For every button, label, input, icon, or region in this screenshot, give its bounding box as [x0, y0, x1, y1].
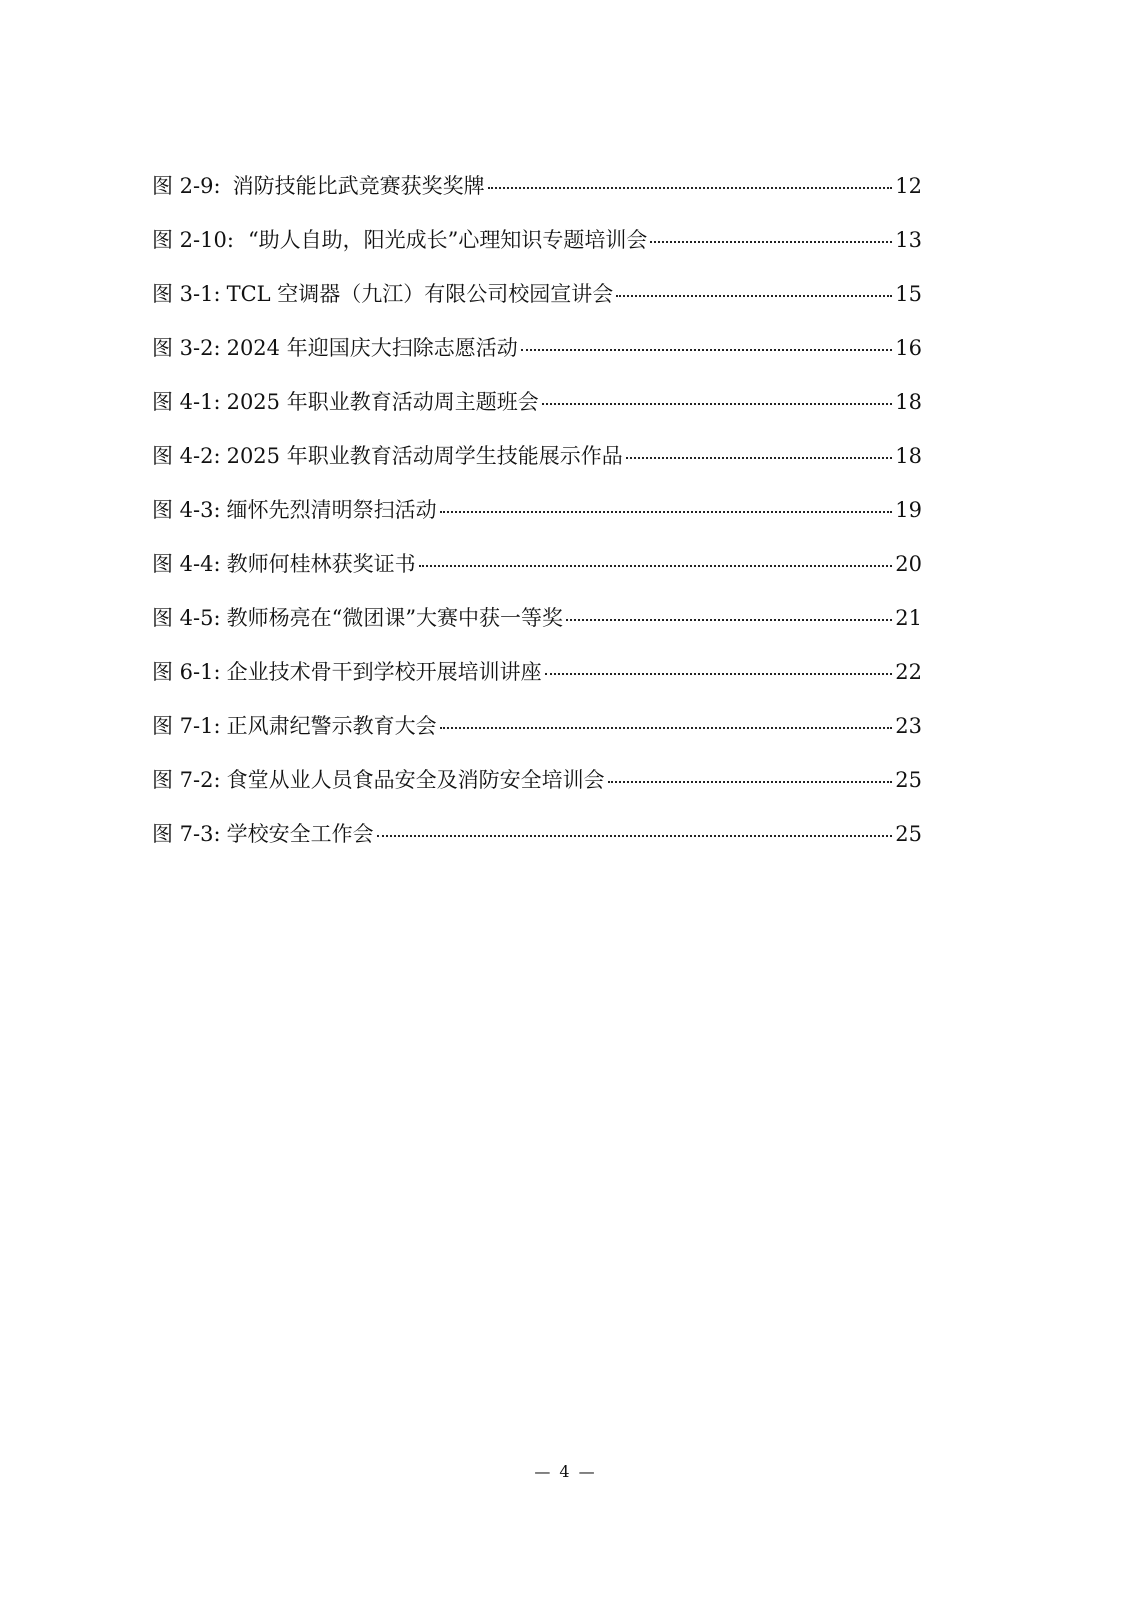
- figure-label: 图 3-1:: [152, 282, 221, 306]
- dot-leader: [542, 381, 893, 405]
- page-number: 19: [895, 498, 922, 522]
- figure-label: 图 2-10:: [152, 228, 234, 252]
- figure-label: 图 4-2:: [152, 444, 221, 468]
- figure-title: 2025 年职业教育活动周主题班会: [226, 390, 539, 414]
- page-number: 13: [895, 228, 922, 252]
- dot-leader: [440, 489, 893, 513]
- page-number: 18: [895, 390, 922, 414]
- dot-leader: [616, 273, 892, 297]
- figure-label: 图 7-3:: [152, 822, 221, 846]
- toc-entry[interactable]: [152, 436, 922, 490]
- toc-entry[interactable]: [152, 706, 922, 760]
- dot-leader: [440, 705, 893, 729]
- toc-entry[interactable]: [152, 328, 922, 382]
- figure-title: 学校安全工作会: [226, 822, 374, 846]
- figure-label: 图 4-5:: [152, 606, 221, 630]
- toc-entry[interactable]: [152, 652, 922, 706]
- toc-entry[interactable]: [152, 166, 922, 220]
- dot-leader: [419, 543, 893, 567]
- toc-entry[interactable]: [152, 814, 922, 868]
- page-number: 25: [895, 822, 922, 846]
- figure-label: 图 4-1:: [152, 390, 221, 414]
- figure-title: 食堂从业人员食品安全及消防安全培训会: [226, 768, 605, 792]
- figure-label: 图 4-4:: [152, 552, 221, 576]
- dot-leader: [521, 327, 893, 351]
- toc-entry[interactable]: [152, 382, 922, 436]
- figure-title: 2024 年迎国庆大扫除志愿活动: [226, 336, 518, 360]
- dot-leader: [626, 435, 893, 459]
- figure-label: 图 4-3:: [152, 498, 221, 522]
- figure-title: 正风肃纪警示教育大会: [226, 714, 437, 738]
- dot-leader: [650, 219, 892, 243]
- figure-title: 2025 年职业教育活动周学生技能展示作品: [226, 444, 623, 468]
- figure-title: TCL 空调器（九江）有限公司校园宣讲会: [226, 282, 614, 306]
- dot-leader: [377, 813, 893, 837]
- figure-label: 图 2-9:: [152, 174, 221, 198]
- toc-entry[interactable]: [152, 598, 922, 652]
- page-number: 25: [895, 768, 922, 792]
- figure-label: 图 3-2:: [152, 336, 221, 360]
- toc-entry[interactable]: [152, 490, 922, 544]
- figure-title: 消防技能比武竞赛获奖奖牌: [232, 174, 485, 198]
- figure-title: 教师何桂林获奖证书: [226, 552, 416, 576]
- figure-label: 图 7-2:: [152, 768, 221, 792]
- figure-title: 缅怀先烈清明祭扫活动: [226, 498, 437, 522]
- page-number: 20: [895, 552, 922, 576]
- page-number: 22: [895, 660, 922, 684]
- dot-leader: [545, 651, 893, 675]
- figure-title: 教师杨亮在“微团课”大赛中获一等奖: [226, 606, 564, 630]
- page-number: 16: [895, 336, 922, 360]
- page-number: 12: [895, 174, 922, 198]
- toc-entry[interactable]: [152, 274, 922, 328]
- page-number: 18: [895, 444, 922, 468]
- dot-leader: [488, 165, 893, 189]
- toc-entry[interactable]: [152, 220, 922, 274]
- toc-entry[interactable]: [152, 760, 922, 814]
- page-number: 15: [895, 282, 922, 306]
- dot-leader: [566, 597, 892, 621]
- page-footer: — 4 —: [534, 1462, 597, 1481]
- page-number: 23: [895, 714, 922, 738]
- page-number: 21: [895, 606, 922, 630]
- figure-title: “助人自助，阳光成长”心理知识专题培训会: [247, 228, 648, 252]
- dot-leader: [608, 759, 893, 783]
- figure-title: 企业技术骨干到学校开展培训讲座: [226, 660, 542, 684]
- figure-label: 图 7-1:: [152, 714, 221, 738]
- figure-label: 图 6-1:: [152, 660, 221, 684]
- figure-list: [152, 166, 922, 868]
- toc-entry[interactable]: [152, 544, 922, 598]
